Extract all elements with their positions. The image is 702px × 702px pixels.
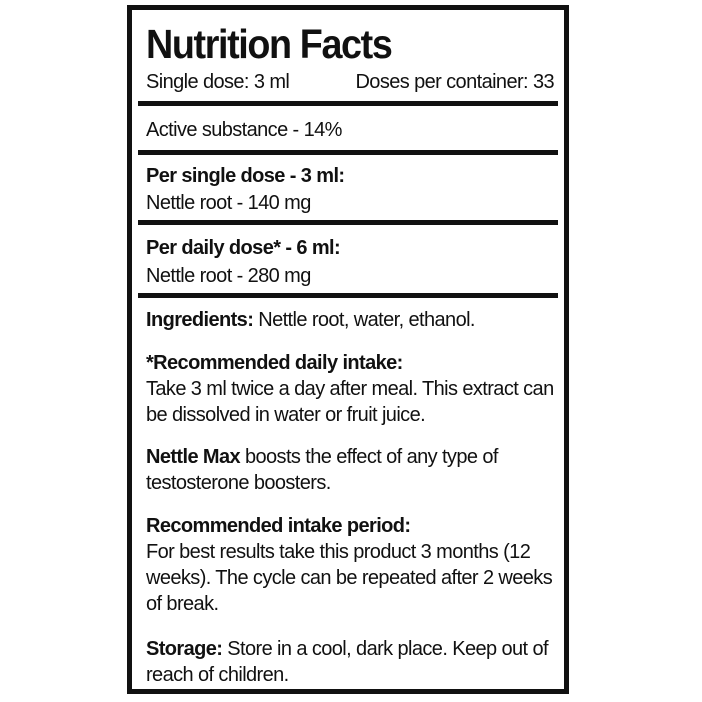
- per-daily-dose-heading: [146, 236, 554, 260]
- storage-heading: Storage:: [146, 638, 223, 660]
- divider-thick: [138, 150, 558, 155]
- divider-thick: [138, 101, 558, 106]
- storage-text: Store in a cool, dark place. Keep out of reach of children.: [146, 638, 548, 686]
- ingredients-text: Nettle root, water, ethanol.: [253, 309, 475, 331]
- doses-per-container: Doses per container: 33: [355, 71, 554, 93]
- per-daily-dose-value: Nettle root - 280 mg: [146, 265, 311, 287]
- ingredients-heading: Ingredients:: [146, 309, 254, 331]
- divider-thick: [138, 293, 558, 298]
- serving-row: [146, 70, 554, 94]
- divider-thick: [138, 220, 558, 225]
- product-text: boosts the effect of any type of testosterone boosters.: [146, 446, 498, 494]
- recommended-daily-intake: [146, 350, 554, 428]
- ingredients: [146, 307, 554, 333]
- storage: [146, 636, 554, 688]
- label-title: Nutrition Facts: [146, 21, 392, 67]
- per-single-dose-heading-text: Per single dose - 3 ml:: [146, 165, 345, 187]
- recommended-daily-text: Take 3 ml twice a day after meal. This extract can be dissolved in water or fruit juice.: [146, 378, 554, 426]
- single-dose: Single dose: 3 ml: [146, 71, 290, 93]
- per-single-dose-value: Nettle root - 140 mg: [146, 192, 311, 214]
- product-description: [146, 444, 554, 496]
- product-name: Nettle Max: [146, 446, 241, 468]
- nutrition-facts-label: [127, 5, 569, 694]
- recommended-daily-heading: *Recommended daily intake:: [146, 352, 403, 374]
- per-single-dose-heading: [146, 164, 554, 188]
- intake-period-heading: Recommended intake period:: [146, 515, 411, 537]
- per-daily-dose-heading-text: Per daily dose* - 6 ml:: [146, 237, 341, 259]
- intake-period-text: For best results take this product 3 months (12 weeks). The cycle can be repeated after 2 weeks of break.: [146, 541, 553, 615]
- intake-period: [146, 513, 554, 617]
- active-substance: Active substance - 14%: [146, 119, 342, 141]
